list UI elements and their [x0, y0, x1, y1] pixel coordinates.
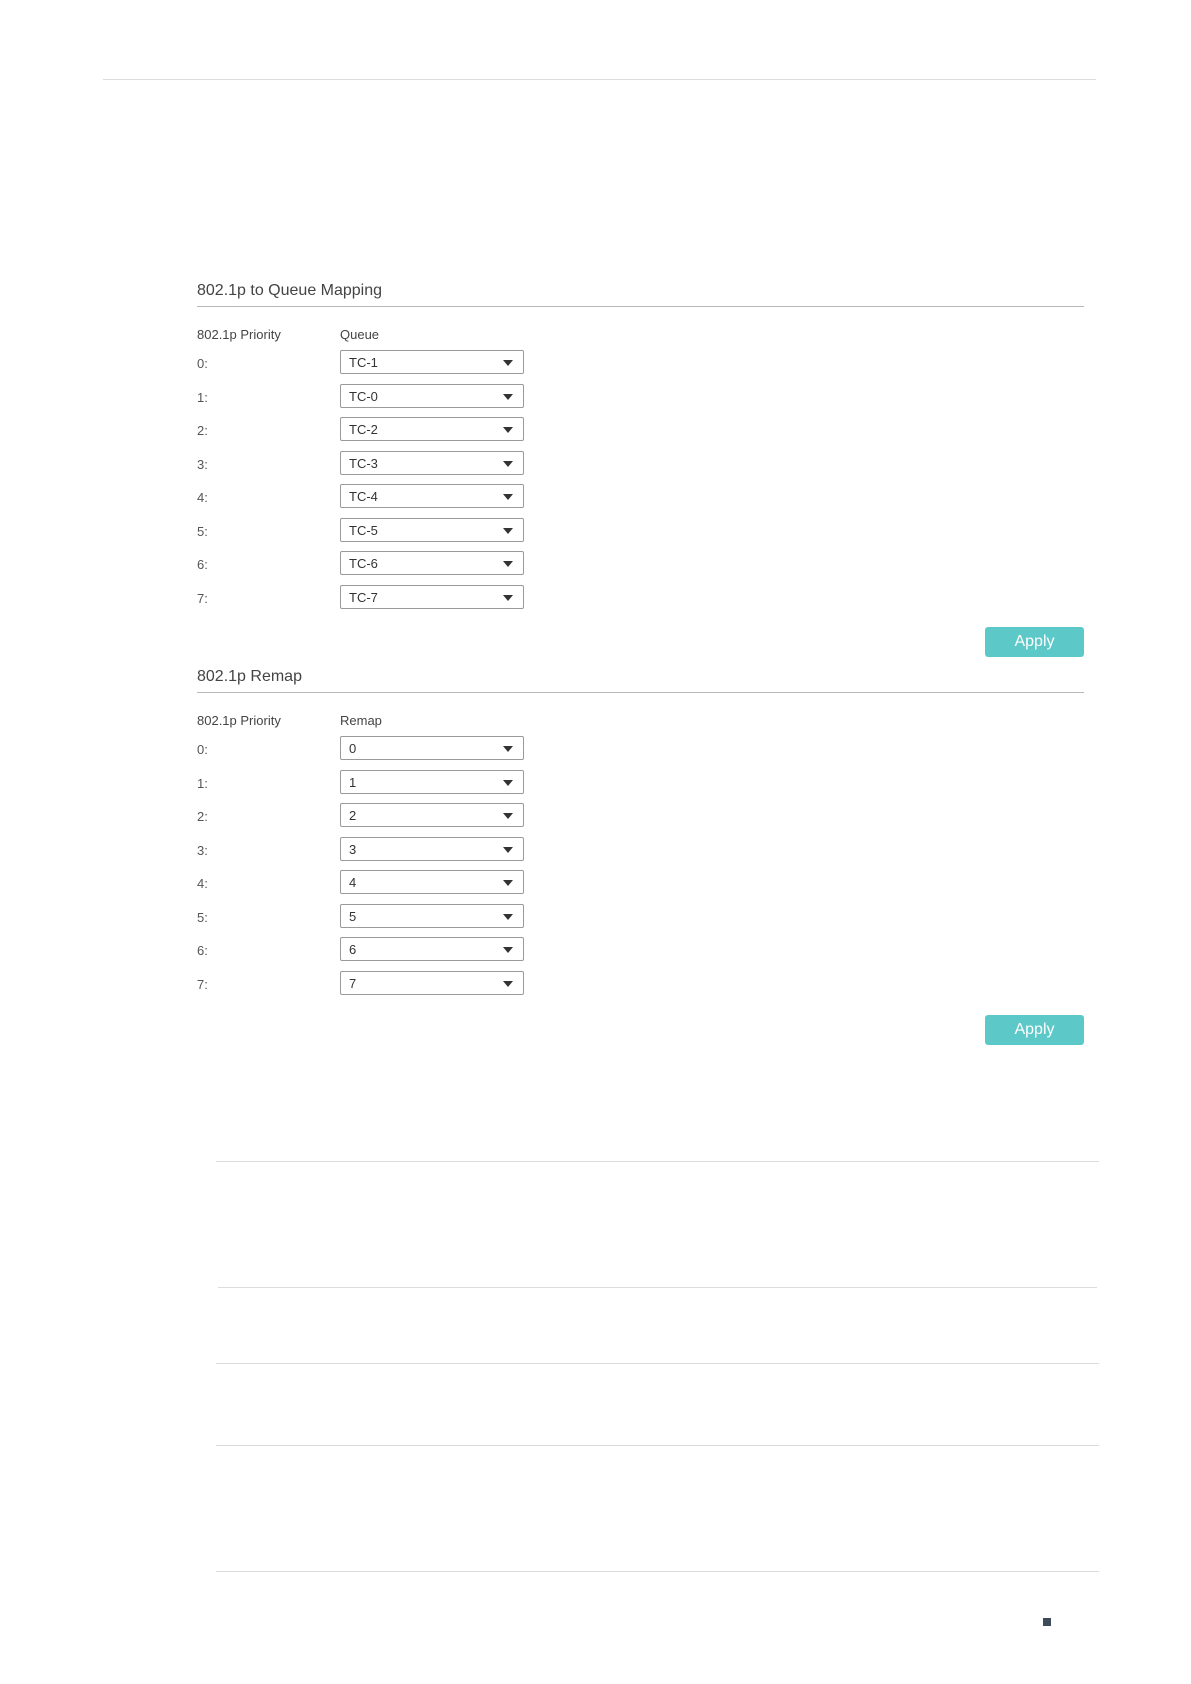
- queue-select[interactable]: [340, 384, 524, 408]
- queue-select[interactable]: [340, 518, 524, 542]
- selected-value: 3: [349, 841, 357, 857]
- dropdown-arrow-icon: [503, 880, 513, 886]
- dropdown-arrow-icon: [503, 947, 513, 953]
- priority-row: [197, 934, 1084, 968]
- remap-select[interactable]: [340, 837, 524, 861]
- priority-row: [197, 448, 1084, 482]
- queue-mapping-apply-button[interactable]: Apply: [985, 627, 1084, 657]
- queue-mapping-rows: [197, 347, 1084, 615]
- dropdown-arrow-icon: [503, 780, 513, 786]
- priority-row: [197, 381, 1084, 415]
- priority-label: 4:: [197, 490, 208, 505]
- priority-row: [197, 481, 1084, 515]
- divider: [216, 1363, 1099, 1364]
- selected-value: TC-4: [349, 489, 378, 504]
- selected-value: TC-6: [349, 556, 378, 571]
- priority-label: 2:: [197, 423, 208, 438]
- dropdown-arrow-icon: [503, 813, 513, 819]
- priority-column-header: 802.1p Priority: [197, 327, 281, 342]
- section-title: 802.1p Remap: [197, 664, 1084, 693]
- priority-row: [197, 834, 1084, 868]
- selected-value: TC-2: [349, 422, 378, 437]
- dropdown-arrow-icon: [503, 394, 513, 400]
- selected-value: TC-1: [349, 355, 378, 370]
- selected-value: 4: [349, 875, 357, 890]
- priority-row: [197, 901, 1084, 935]
- priority-label: 6:: [197, 943, 208, 958]
- selected-value: 1: [349, 774, 357, 790]
- dropdown-arrow-icon: [503, 461, 513, 467]
- priority-label: 7:: [197, 976, 208, 992]
- priority-row: [197, 733, 1084, 767]
- selected-value: 7: [349, 975, 357, 991]
- selected-value: TC-7: [349, 589, 378, 605]
- selected-value: TC-3: [349, 455, 378, 471]
- priority-row: [197, 515, 1084, 549]
- priority-row: [197, 968, 1084, 1002]
- page-top-divider: [103, 79, 1096, 80]
- priority-label: 0:: [197, 356, 208, 371]
- remap-rows: [197, 733, 1084, 1001]
- queue-select[interactable]: [340, 585, 524, 609]
- remap-select[interactable]: [340, 971, 524, 995]
- divider: [216, 1161, 1099, 1162]
- priority-label: 4:: [197, 876, 208, 891]
- priority-row: [197, 767, 1084, 801]
- priority-row: [197, 582, 1084, 616]
- queue-select[interactable]: [340, 484, 524, 508]
- remap-select[interactable]: [340, 736, 524, 760]
- remap-section: [197, 664, 1084, 1001]
- queue-select[interactable]: [340, 551, 524, 575]
- dropdown-arrow-icon: [503, 528, 513, 534]
- dropdown-arrow-icon: [503, 746, 513, 752]
- queue-mapping-section: [197, 278, 1084, 615]
- remap-apply-button[interactable]: Apply: [985, 1015, 1084, 1045]
- dropdown-arrow-icon: [503, 360, 513, 366]
- priority-row: [197, 347, 1084, 381]
- selected-value: TC-5: [349, 522, 378, 538]
- remap-select[interactable]: [340, 803, 524, 827]
- priority-label: 6:: [197, 557, 208, 572]
- priority-label: 5:: [197, 523, 208, 539]
- divider: [218, 1287, 1097, 1288]
- remap-select[interactable]: [340, 904, 524, 928]
- queue-select[interactable]: [340, 451, 524, 475]
- selected-value: 5: [349, 908, 357, 924]
- section-title: 802.1p to Queue Mapping: [197, 278, 1084, 307]
- dropdown-arrow-icon: [503, 914, 513, 920]
- priority-label: 1:: [197, 389, 208, 405]
- remap-select[interactable]: [340, 870, 524, 894]
- column-headers: [197, 713, 1084, 733]
- dropdown-arrow-icon: [503, 561, 513, 567]
- dropdown-arrow-icon: [503, 427, 513, 433]
- priority-label: 0:: [197, 742, 208, 757]
- priority-label: 3:: [197, 456, 208, 472]
- remap-column-header: Remap: [340, 713, 382, 728]
- priority-row: [197, 800, 1084, 834]
- selected-value: 0: [349, 741, 357, 756]
- queue-select[interactable]: [340, 350, 524, 374]
- dropdown-arrow-icon: [503, 981, 513, 987]
- priority-row: [197, 867, 1084, 901]
- queue-column-header: Queue: [340, 327, 380, 342]
- divider: [216, 1571, 1099, 1572]
- dropdown-arrow-icon: [503, 847, 513, 853]
- selected-value: 6: [349, 942, 357, 957]
- priority-label: 2:: [197, 809, 208, 824]
- column-headers: [197, 327, 1084, 347]
- priority-label: 5:: [197, 909, 208, 925]
- selected-value: TC-0: [349, 388, 378, 404]
- priority-row: [197, 414, 1084, 448]
- priority-column-header: 802.1p Priority: [197, 713, 281, 728]
- remap-select[interactable]: [340, 770, 524, 794]
- priority-row: [197, 548, 1084, 582]
- selected-value: 2: [349, 808, 357, 823]
- dropdown-arrow-icon: [503, 494, 513, 500]
- priority-label: 3:: [197, 842, 208, 858]
- priority-label: 1:: [197, 775, 208, 791]
- dropdown-arrow-icon: [503, 595, 513, 601]
- divider: [216, 1445, 1099, 1446]
- page-corner-marker: [1043, 1618, 1051, 1626]
- priority-label: 7:: [197, 590, 208, 606]
- remap-select[interactable]: [340, 937, 524, 961]
- queue-select[interactable]: [340, 417, 524, 441]
